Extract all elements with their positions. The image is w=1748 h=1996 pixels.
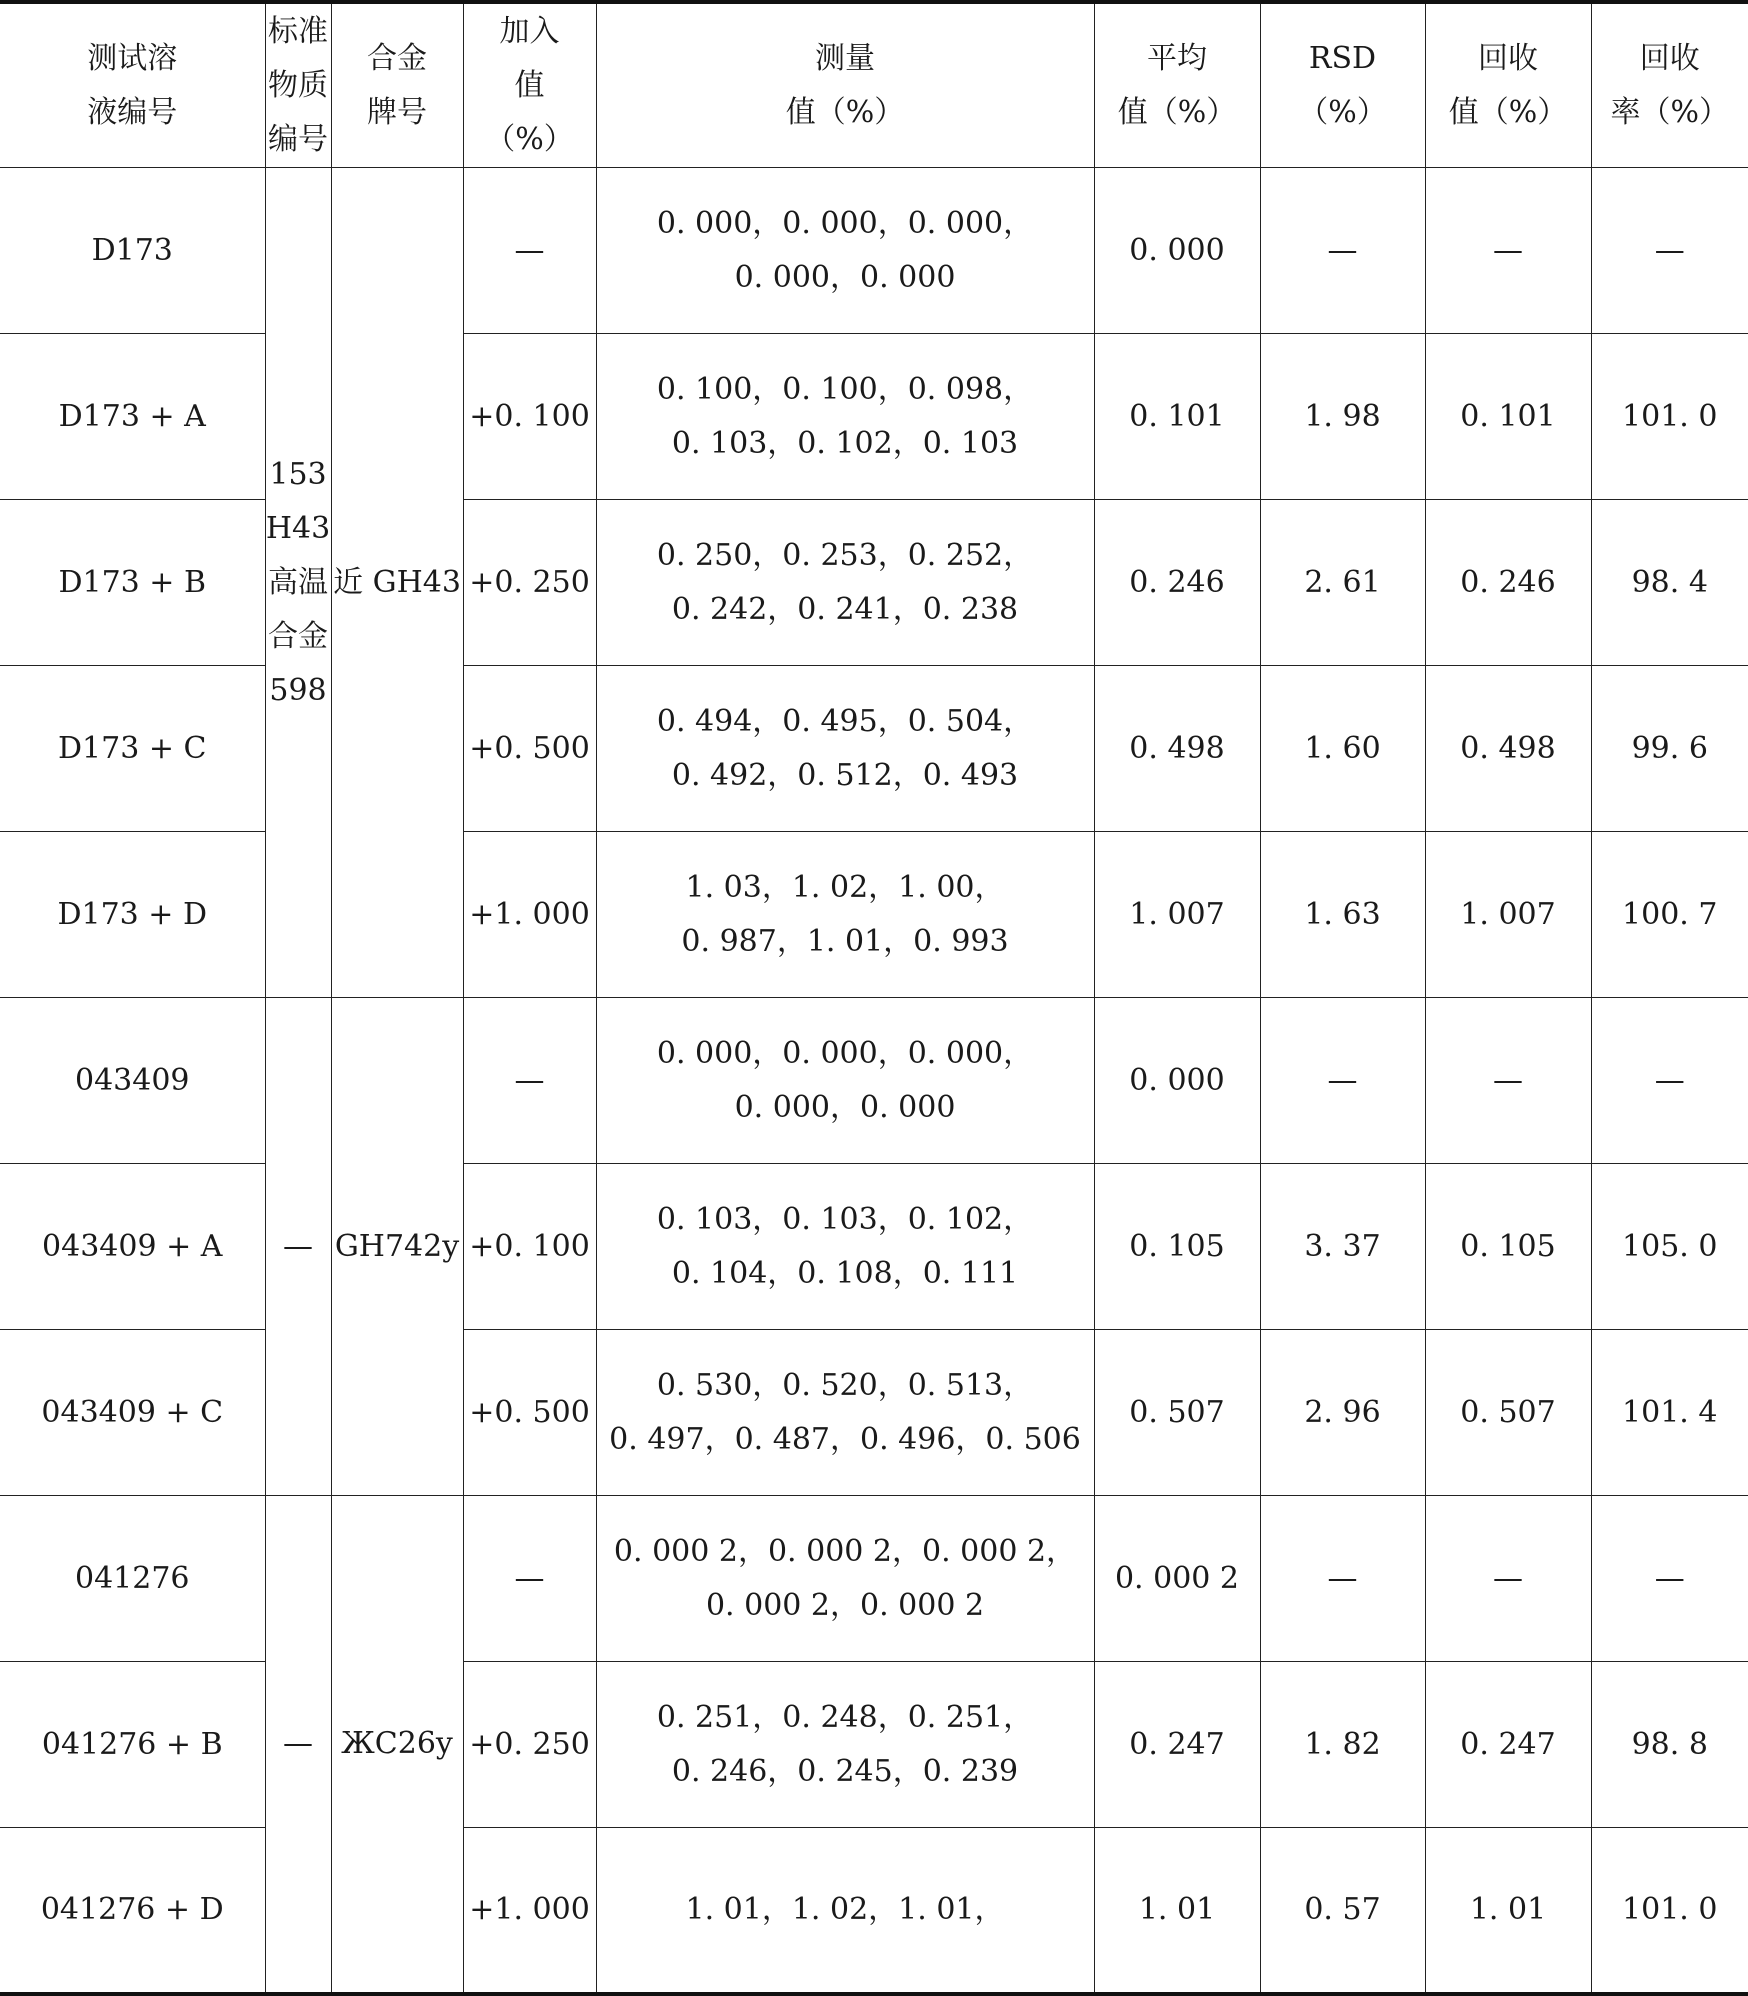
- mean-value-cell: 1. 007: [1094, 832, 1260, 998]
- added-value-cell: —: [463, 998, 596, 1164]
- mean-value-cell: 0. 000: [1094, 998, 1260, 1164]
- recovered-value-cell: 1. 007: [1425, 832, 1591, 998]
- solution-id-cell: 041276: [0, 1496, 265, 1662]
- added-value-cell: —: [463, 168, 596, 334]
- mean-value-cell: 0. 507: [1094, 1330, 1260, 1496]
- mean-value-cell: 0. 246: [1094, 500, 1260, 666]
- measured-value-cell: 0. 250，0. 253，0. 252， 0. 242，0. 241，0. 238: [596, 500, 1094, 666]
- alloy-grade-cell: 近 GH43: [331, 168, 463, 998]
- recovery-rate-cell: 101. 0: [1591, 334, 1748, 500]
- recovery-rate-cell: 100. 7: [1591, 832, 1748, 998]
- header-recovery-rate: 回收 率（%）: [1591, 2, 1748, 168]
- mean-value-cell: 0. 000 2: [1094, 1496, 1260, 1662]
- rsd-cell: 3. 37: [1260, 1164, 1425, 1330]
- table-row: [0, 832, 1748, 998]
- recovered-value-cell: 0. 507: [1425, 1330, 1591, 1496]
- measured-value-cell: 0. 494，0. 495，0. 504， 0. 492，0. 512，0. 493: [596, 666, 1094, 832]
- rsd-cell: 2. 61: [1260, 500, 1425, 666]
- header-mean-value: 平均 值（%）: [1094, 2, 1260, 168]
- rsd-cell: —: [1260, 1496, 1425, 1662]
- recovered-value-cell: —: [1425, 1496, 1591, 1662]
- table-row: [0, 1164, 1748, 1330]
- alloy-grade-cell: GH742y: [331, 998, 463, 1496]
- added-value-cell: +0. 500: [463, 666, 596, 832]
- solution-id-cell: 043409 + C: [0, 1330, 265, 1496]
- recovered-value-cell: 1. 01: [1425, 1828, 1591, 1994]
- table-row: [0, 1330, 1748, 1496]
- added-value-cell: —: [463, 1496, 596, 1662]
- std-material-cell: —: [265, 998, 331, 1496]
- mean-value-cell: 0. 000: [1094, 168, 1260, 334]
- added-value-cell: +0. 100: [463, 334, 596, 500]
- solution-id-cell: D173 + D: [0, 832, 265, 998]
- measured-value-cell: 0. 000，0. 000，0. 000， 0. 000，0. 000: [596, 168, 1094, 334]
- measured-value-cell: 0. 103，0. 103，0. 102， 0. 104，0. 108，0. 111: [596, 1164, 1094, 1330]
- alloy-grade-cell: ЖС26y: [331, 1496, 463, 1994]
- table-row: [0, 1496, 1748, 1662]
- rsd-cell: 1. 82: [1260, 1662, 1425, 1828]
- mean-value-cell: 0. 247: [1094, 1662, 1260, 1828]
- recovery-rate-cell: 98. 4: [1591, 500, 1748, 666]
- added-value-cell: +0. 250: [463, 500, 596, 666]
- added-value-cell: +0. 500: [463, 1330, 596, 1496]
- mean-value-cell: 1. 01: [1094, 1828, 1260, 1994]
- recovery-rate-cell: 101. 0: [1591, 1828, 1748, 1994]
- measured-value-cell: 0. 000 2，0. 000 2，0. 000 2， 0. 000 2，0. 000 2: [596, 1496, 1094, 1662]
- mean-value-cell: 0. 498: [1094, 666, 1260, 832]
- solution-id-cell: 043409: [0, 998, 265, 1164]
- header-rsd: RSD （%）: [1260, 2, 1425, 168]
- added-value-cell: +1. 000: [463, 1828, 596, 1994]
- header-alloy-grade: 合金 牌号: [331, 2, 463, 168]
- recovery-rate-cell: 105. 0: [1591, 1164, 1748, 1330]
- rsd-cell: 1. 60: [1260, 666, 1425, 832]
- header-row: [0, 2, 1748, 168]
- solution-id-cell: D173 + B: [0, 500, 265, 666]
- rsd-cell: —: [1260, 998, 1425, 1164]
- recovery-rate-cell: —: [1591, 998, 1748, 1164]
- mean-value-cell: 0. 105: [1094, 1164, 1260, 1330]
- rsd-cell: 1. 63: [1260, 832, 1425, 998]
- mean-value-cell: 0. 101: [1094, 334, 1260, 500]
- rsd-cell: 2. 96: [1260, 1330, 1425, 1496]
- recovery-rate-cell: 98. 8: [1591, 1662, 1748, 1828]
- table-row: [0, 500, 1748, 666]
- header-recovered-value: 回收 值（%）: [1425, 2, 1591, 168]
- measured-value-cell: 0. 251，0. 248，0. 251， 0. 246，0. 245，0. 239: [596, 1662, 1094, 1828]
- recovery-rate-cell: —: [1591, 168, 1748, 334]
- added-value-cell: +0. 250: [463, 1662, 596, 1828]
- solution-id-cell: 043409 + A: [0, 1164, 265, 1330]
- recovered-value-cell: 0. 498: [1425, 666, 1591, 832]
- header-std-material-id: 标准 物质 编号: [265, 2, 331, 168]
- solution-id-cell: 041276 + D: [0, 1828, 265, 1994]
- solution-id-cell: D173 + C: [0, 666, 265, 832]
- table-row: [0, 666, 1748, 832]
- table-row: [0, 998, 1748, 1164]
- recovered-value-cell: 0. 246: [1425, 500, 1591, 666]
- solution-id-cell: D173: [0, 168, 265, 334]
- recovery-rate-cell: 99. 6: [1591, 666, 1748, 832]
- recovered-value-cell: —: [1425, 168, 1591, 334]
- measured-value-cell: 0. 530，0. 520，0. 513， 0. 497，0. 487，0. 496，0. 506: [596, 1330, 1094, 1496]
- measured-value-cell: 1. 03，1. 02，1. 00， 0. 987，1. 01，0. 993: [596, 832, 1094, 998]
- measured-value-cell: 1. 01，1. 02，1. 01，: [596, 1828, 1094, 1994]
- header-added-value: 加入 值 （%）: [463, 2, 596, 168]
- rsd-cell: 1. 98: [1260, 334, 1425, 500]
- table-row: [0, 1828, 1748, 1994]
- recovery-rate-cell: —: [1591, 1496, 1748, 1662]
- solution-id-cell: D173 + A: [0, 334, 265, 500]
- table-row: [0, 334, 1748, 500]
- added-value-cell: +1. 000: [463, 832, 596, 998]
- table-row: [0, 168, 1748, 334]
- added-value-cell: +0. 100: [463, 1164, 596, 1330]
- recovered-value-cell: 0. 247: [1425, 1662, 1591, 1828]
- std-material-cell: 153 H43 高温 合金 598: [265, 168, 331, 998]
- recovered-value-cell: 0. 105: [1425, 1164, 1591, 1330]
- rsd-cell: —: [1260, 168, 1425, 334]
- table-row: [0, 1662, 1748, 1828]
- header-measured-value: 测量 值（%）: [596, 2, 1094, 168]
- measured-value-cell: 0. 100，0. 100，0. 098， 0. 103，0. 102，0. 103: [596, 334, 1094, 500]
- recovery-rate-cell: 101. 4: [1591, 1330, 1748, 1496]
- measured-value-cell: 0. 000，0. 000，0. 000， 0. 000，0. 000: [596, 998, 1094, 1164]
- solution-id-cell: 041276 + B: [0, 1662, 265, 1828]
- rsd-cell: 0. 57: [1260, 1828, 1425, 1994]
- recovered-value-cell: 0. 101: [1425, 334, 1591, 500]
- recovered-value-cell: —: [1425, 998, 1591, 1164]
- header-solution-id: 测试溶 液编号: [0, 2, 265, 168]
- std-material-cell: —: [265, 1496, 331, 1994]
